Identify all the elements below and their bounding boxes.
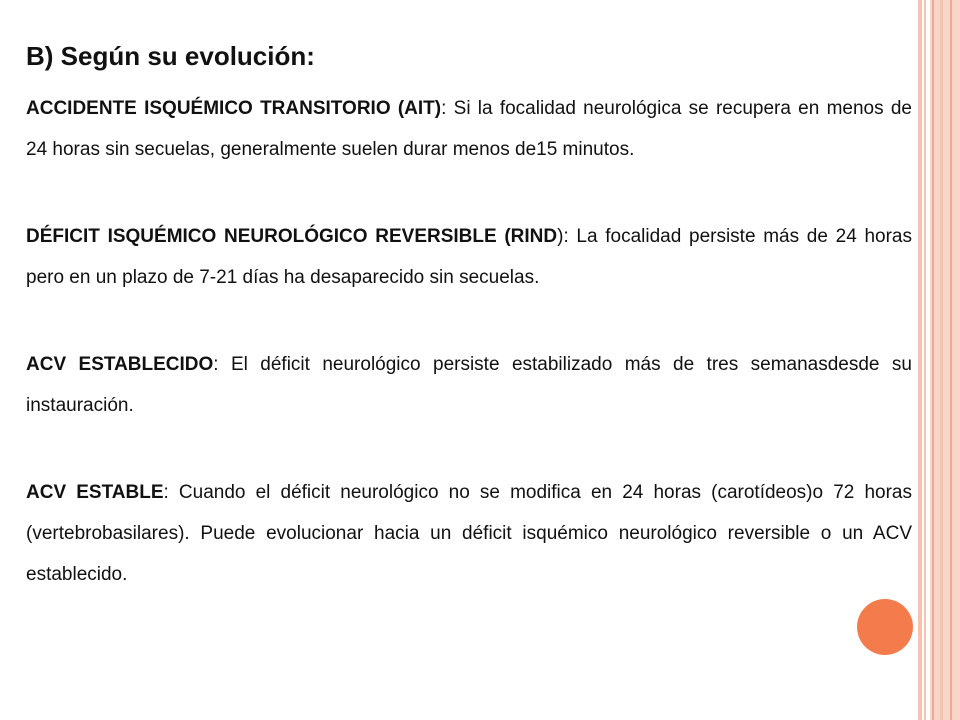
text-acv-estable: : Cuando el déficit neurológico no se modifica en 24 horas (carotídeos)o 72 horas (vertebrobasilares). Puede evolucionar hacia un déficit isquémico neurológico reversible o un ACV establecido. — [26, 482, 912, 585]
border-decoration — [930, 0, 960, 720]
text-acv-establecido: : El déficit neurológico persiste estabilizado más de tres semanasdesde su instauración. — [26, 354, 912, 416]
border-line — [940, 0, 943, 720]
border-line — [924, 0, 926, 720]
term-acv-estable: ACV ESTABLE — [26, 482, 164, 503]
paragraph-acv-establecido — [26, 344, 912, 426]
border-line — [932, 0, 934, 720]
border-line — [918, 0, 922, 720]
paragraph-ait — [26, 88, 912, 170]
term-acv-establecido: ACV ESTABLECIDO — [26, 354, 214, 375]
border-line — [950, 0, 952, 720]
text-ait: : Si la focalidad neurológica se recupera en menos de 24 horas sin secuelas, generalmente suelen durar menos de15 minutos. — [26, 98, 912, 160]
slide-content — [26, 38, 912, 595]
term-rind: DÉFICIT ISQUÉMICO NEUROLÓGICO REVERSIBLE (RIND — [26, 226, 558, 247]
text-rind: ): La focalidad persiste más de 24 horas pero en un plazo de 7-21 días ha desaparecido sin secuelas. — [26, 226, 912, 288]
term-ait: ACCIDENTE ISQUÉMICO TRANSITORIO (AIT) — [26, 98, 442, 119]
paragraph-acv-estable — [26, 472, 912, 595]
orange-circle-decoration — [857, 599, 913, 655]
slide-heading: B) Según su evolución: — [26, 41, 315, 71]
paragraph-rind — [26, 216, 912, 298]
